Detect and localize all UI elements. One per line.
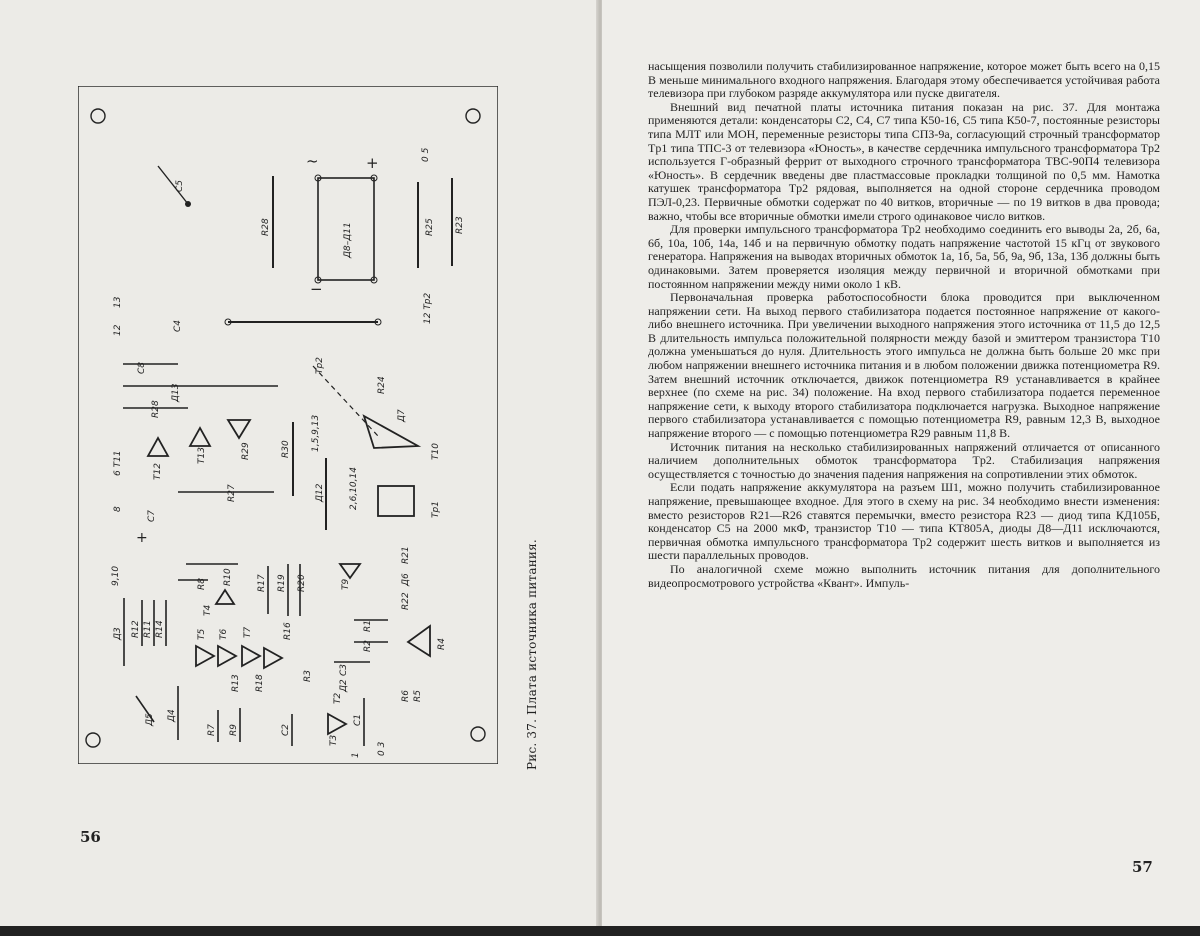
label-r29: R29 bbox=[241, 442, 251, 460]
label-r18: R18 bbox=[255, 674, 265, 692]
paragraph: Если подать напряжение аккумулятора на разъем Ш1, можно получить стабилизированное напряжение, превышающее входное. Для этого в схему на рис. 34 необходимо внести изменения: вместо резисторов R21—R26 ставятся перемычки, вместо резистора R23 — диод типа КД105Б, конденсатор C5 на 2000 мкФ, транзистор T10 — типа КТ805А, диоды Д8—Д11 исключаются, первичная обмотка импульсного трансформатора Tp2 содержит шесть витков и выполняется из шести параллельных проводов. bbox=[648, 480, 1160, 563]
label-r28-top: R28 bbox=[261, 218, 271, 236]
label-r25: R25 bbox=[425, 218, 435, 236]
paragraph: насыщения позволили получить стабилизированное напряжение, которое может быть всего на 0,15 В меньше минимального входного напряжения. Благодаря этому обеспечивается устойчивая работа телевизора при глубоком разряде аккумулятора или пуске двигателя. bbox=[648, 59, 1160, 101]
label-t6: T6 bbox=[219, 628, 229, 640]
pcb-figure bbox=[78, 86, 498, 764]
left-page bbox=[0, 0, 598, 936]
mount-hole-br bbox=[471, 727, 485, 741]
label-r1: R1 bbox=[363, 620, 373, 632]
transistor-t4 bbox=[216, 590, 234, 604]
pcb-outline bbox=[78, 86, 498, 764]
label-pin-1: 1 bbox=[351, 752, 361, 758]
label-pin-910: 9,10 bbox=[111, 565, 121, 586]
label-r8: R8 bbox=[197, 578, 207, 590]
label-r12: R12 bbox=[131, 620, 141, 638]
mount-hole-tl bbox=[91, 109, 105, 123]
label-r10: R10 bbox=[223, 568, 233, 586]
label-minus: − bbox=[310, 280, 323, 298]
label-r16: R16 bbox=[283, 622, 293, 640]
label-r4: R4 bbox=[437, 638, 447, 650]
label-t4: T4 bbox=[203, 604, 213, 616]
label-t5: T5 bbox=[197, 628, 207, 640]
transistor-t5 bbox=[196, 646, 214, 666]
label-t10: T10 bbox=[431, 443, 441, 460]
transistor-t3 bbox=[328, 714, 346, 734]
transistor-t7 bbox=[242, 646, 260, 666]
paragraph: Первоначальная проверка работоспособности блока проводится при выключенном напряжении сети. На выход первого стабилизатора подается постоянное напряжение от какого-либо внешнего источника. При увеличении выходного напряжения этого источника от 11,5 до 12,5 В длительность импульса положительной полярности между базой и эмиттером транзистора T10 должна уменьшаться до нуля. Длительность этого импульса не должна быть больше 20 мкс при любом напряжении внешнего источника питания и в любом положении движка потенциометра R9. Затем внешний источник отключается, движок потенциометра R9 устанавливается в крайнее верхнее (по схеме на рис. 34) положение. На вход первого стабилизатора подается переменное напряжение сети, к выходу второго стабилизатора подключается нагрузка. Выходное напряжение первого стабилизатора устанавливается с помощью потенциометра R9, равным 12,3 В, выходное напряжение второго — с помощью потенциометра R29 равным 11,8 В. bbox=[648, 290, 1160, 441]
label-d4: Д4 bbox=[167, 709, 177, 722]
label-pin-05: 0 5 bbox=[421, 147, 431, 162]
label-r7: R7 bbox=[207, 724, 217, 736]
transistor-t13 bbox=[190, 428, 210, 446]
label-tilde: ~ bbox=[306, 152, 319, 170]
paragraph: По аналогичной схеме можно выполнить источник питания для дополнительного видеопросмотрового устройства «Квант». Импуль- bbox=[648, 561, 1160, 590]
label-t7: T7 bbox=[243, 626, 253, 638]
label-c4: C4 bbox=[173, 319, 183, 332]
label-c2: C2 bbox=[281, 723, 291, 736]
label-plus-c7: + bbox=[136, 530, 148, 546]
transistor-t12 bbox=[148, 438, 168, 456]
label-pin-03: 0 3 bbox=[377, 741, 387, 756]
label-r27: R27 bbox=[227, 484, 237, 502]
label-t13: T13 bbox=[197, 447, 207, 464]
transistor-t9 bbox=[340, 564, 360, 578]
label-d8-d11: Д8–Д11 bbox=[343, 222, 353, 258]
transistor-t10 bbox=[364, 416, 418, 448]
scan-edge bbox=[0, 926, 1200, 936]
mount-hole-bl bbox=[86, 733, 100, 747]
label-pin-8: 8 bbox=[113, 506, 123, 512]
label-pins-261014: 2,6,10,14 bbox=[349, 467, 359, 510]
label-r23: R23 bbox=[455, 216, 465, 234]
label-t2: T2 bbox=[333, 692, 343, 704]
page-number-right: 57 bbox=[1132, 858, 1153, 876]
label-r21: R21 bbox=[401, 546, 411, 564]
label-c7: C7 bbox=[147, 509, 157, 522]
label-d2: Д2 bbox=[339, 679, 349, 692]
figure-caption: Рис. 37. Плата источника питания. bbox=[525, 539, 539, 770]
label-t12: T12 bbox=[153, 463, 163, 480]
label-c3: C3 bbox=[339, 663, 349, 676]
label-d12: Д12 bbox=[315, 483, 325, 502]
label-r11: R11 bbox=[143, 620, 153, 638]
label-pin-13: 13 bbox=[113, 296, 123, 308]
label-d6: Д6 bbox=[401, 573, 411, 586]
label-r3: R3 bbox=[303, 670, 313, 682]
label-r22: R22 bbox=[401, 592, 411, 610]
label-tr2: Tp2 bbox=[315, 357, 325, 374]
label-t3: T3 bbox=[329, 734, 339, 746]
label-d7: Д7 bbox=[397, 409, 407, 422]
label-r2: R2 bbox=[363, 640, 373, 652]
label-t11: 6 T11 bbox=[113, 450, 123, 476]
label-r17: R17 bbox=[257, 574, 267, 592]
label-d5: Д5 bbox=[145, 713, 155, 726]
label-r14: R14 bbox=[155, 620, 165, 638]
label-r9: R9 bbox=[229, 724, 239, 736]
label-plus: + bbox=[366, 154, 379, 172]
transistor-t-r16 bbox=[264, 648, 282, 668]
label-tr2-top: 12 Tp2 bbox=[423, 292, 433, 324]
body-text bbox=[648, 60, 1160, 590]
label-r20: R20 bbox=[297, 574, 307, 592]
transistor-r4 bbox=[408, 626, 430, 656]
paragraph: Источник питания на несколько стабилизированных напряжений отличается от описанного наличием дополнительных обмоток трансформатора Tp2. Стабилизация напряжения осуществляется с точностью до значения падения напряжения на сопротивлении этих обмоток. bbox=[648, 439, 1160, 481]
label-r30: R30 bbox=[281, 440, 291, 458]
transformer-tp1 bbox=[378, 486, 414, 516]
page-number-left: 56 bbox=[80, 828, 101, 846]
paragraph: Внешний вид печатной платы источника питания показан на рис. 37. Для монтажа применяются детали: конденсаторы C2, C4, C7 типа К50-16, C5 типа К50-7, постоянные резисторы типа МЛТ или МОН, переменные резисторы типа СПЗ-9а, согласующий строчный трансформатор Tp1 типа ТПС-3 от телевизора «Юность», в качестве сердечника импульсного трансформатора Tp2 используется Г-образный феррит от выходного строчного трансформатора ТВС-90П4 телевизора «Юность». В сердечник введены две пластмассовые прокладки толщиной по 0,5 мм. Намотка катушек трансформатора Tp2 рядовая, выполняется на одной стороне сердечника проводом ПЭЛ-0,23. Первичные обмотки содержат по 40 витков, вторичные — по 19 витков в два провода; важно, чтобы все вторичные обмотки имели строго одинаковое число витков. bbox=[648, 99, 1160, 223]
label-pin-12: 12 bbox=[113, 324, 123, 336]
transistor-t6 bbox=[218, 646, 236, 666]
label-tp1: Tp1 bbox=[431, 501, 441, 518]
label-r13: R13 bbox=[231, 674, 241, 692]
label-pins-15913: 1,5,9,13 bbox=[311, 414, 321, 452]
paragraph: Для проверки импульсного трансформатора Tp2 необходимо соединить его выводы 2а, 2б, 6а, 6б, 10а, 10б, 14а, 14б и на первичную обмотку подать напряжение частотой 15 кГц от звукового генератора. Напряжения на выводах вторичных обмоток 1а, 1б, 5а, 5б, 9а, 9б, 13а, 13б должны быть одинаковыми. Затем проверяется изоляция между первичной и вторичной обмотками при постоянном напряжении между ними около 1 кВ. bbox=[648, 222, 1160, 291]
label-r5: R5 bbox=[413, 690, 423, 702]
label-c8: C8 bbox=[137, 361, 147, 374]
label-t9: T9 bbox=[341, 578, 351, 590]
transistor-t-r29 bbox=[228, 420, 250, 438]
label-c1: C1 bbox=[353, 713, 363, 726]
label-d3: Д3 bbox=[113, 627, 123, 640]
label-r19: R19 bbox=[277, 574, 287, 592]
label-d13: Д13 bbox=[171, 383, 181, 402]
label-r28: R28 bbox=[151, 400, 161, 418]
label-r24: R24 bbox=[377, 376, 387, 394]
label-c5: C5 bbox=[175, 179, 185, 192]
mount-hole-tr bbox=[466, 109, 480, 123]
label-r6: R6 bbox=[401, 690, 411, 702]
